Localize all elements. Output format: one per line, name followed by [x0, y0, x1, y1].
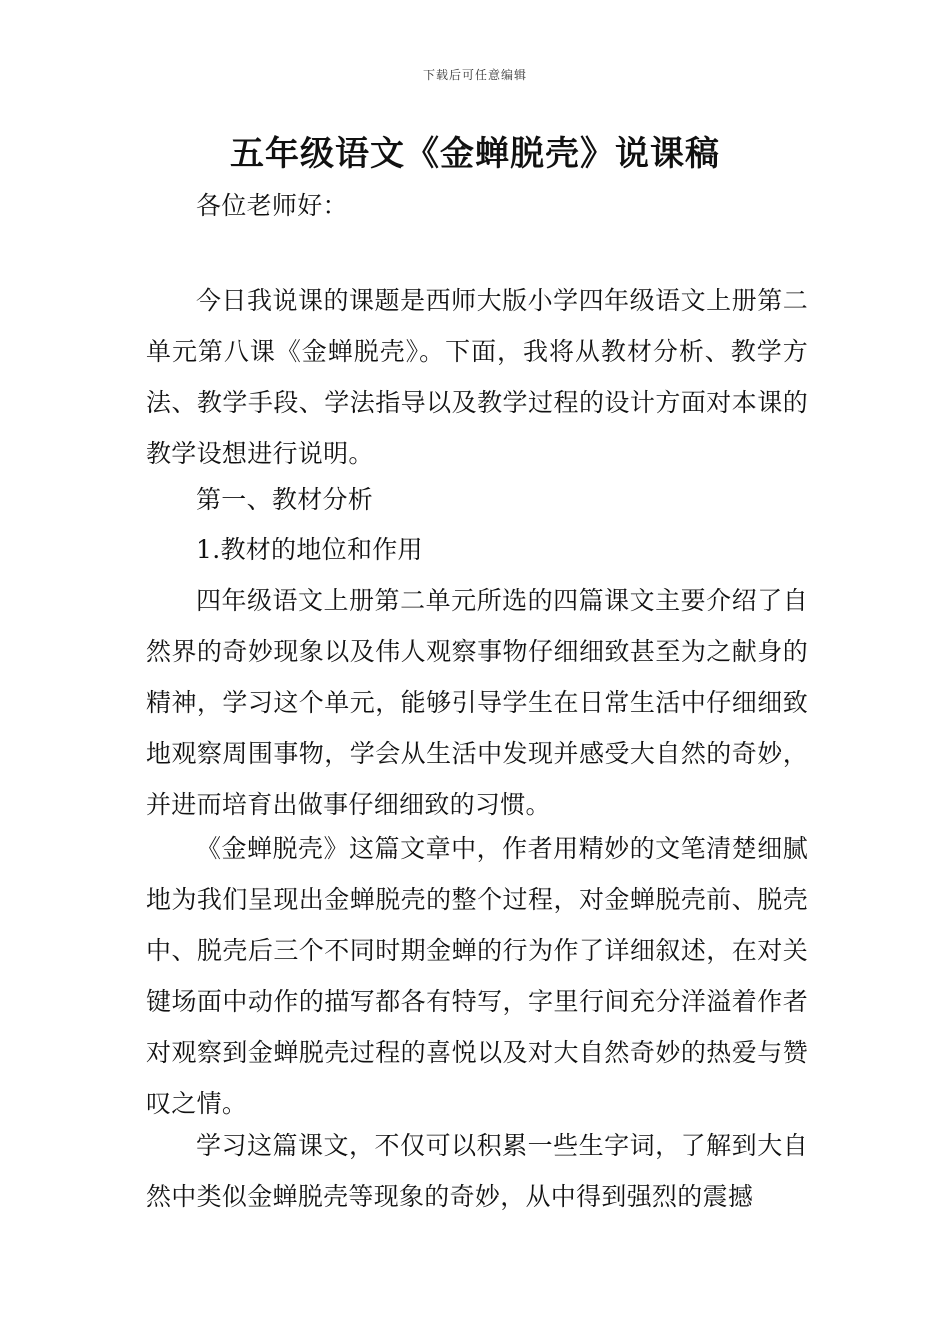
greeting-text: 各位老师好： — [196, 191, 348, 220]
subsection-heading-text: 1.教材的地位和作用 — [196, 535, 423, 564]
body-paragraph-4 — [146, 1120, 808, 1222]
body-paragraph-2-text: 四年级语文上册第二单元所选的四篇课文主要介绍了自然界的奇妙现象以及伟人观察事物仔细细致甚至为之献身的精神，学习这个单元，能够引导学生在日常生活中仔细细致地观察周围事物，学会从生活中发现并感受大自然的奇妙，并进而培育出做事仔细细致的习惯。 — [146, 586, 808, 819]
greeting — [146, 180, 808, 231]
intro-paragraph-text: 今日我说课的课题是西师大版小学四年级语文上册第二单元第八课《金蝉脱壳》。下面，我将从教材分析、教学方法、教学手段、学法指导以及教学过程的设计方面对本课的教学设想进行说明。 — [146, 286, 808, 468]
intro-paragraph — [146, 275, 808, 479]
header-note: 下载后可任意编辑 — [422, 68, 527, 82]
body-paragraph-4-text: 学习这篇课文，不仅可以积累一些生字词，了解到大自然中类似金蝉脱壳等现象的奇妙，从中得到强烈的震撼 — [146, 1131, 808, 1211]
section-heading-text: 第一、教材分析 — [196, 485, 374, 514]
subsection-heading — [146, 524, 808, 575]
section-heading — [146, 474, 808, 525]
document-title: 五年级语文《金蝉脱壳》说课稿 — [230, 134, 720, 174]
body-paragraph-3 — [146, 823, 808, 1129]
body-paragraph-3-text: 《金蝉脱壳》这篇文章中，作者用精妙的文笔清楚细腻地为我们呈现出金蝉脱壳的整个过程，对金蝉脱壳前、脱壳中、脱壳后三个不同时期金蝉的行为作了详细叙述，在对关键场面中动作的描写都各有特写，字里行间充分洋溢着作者对观察到金蝉脱壳过程的喜悦以及对大自然奇妙的热爱与赞叹之情。 — [146, 834, 808, 1118]
body-paragraph-2 — [146, 575, 808, 830]
